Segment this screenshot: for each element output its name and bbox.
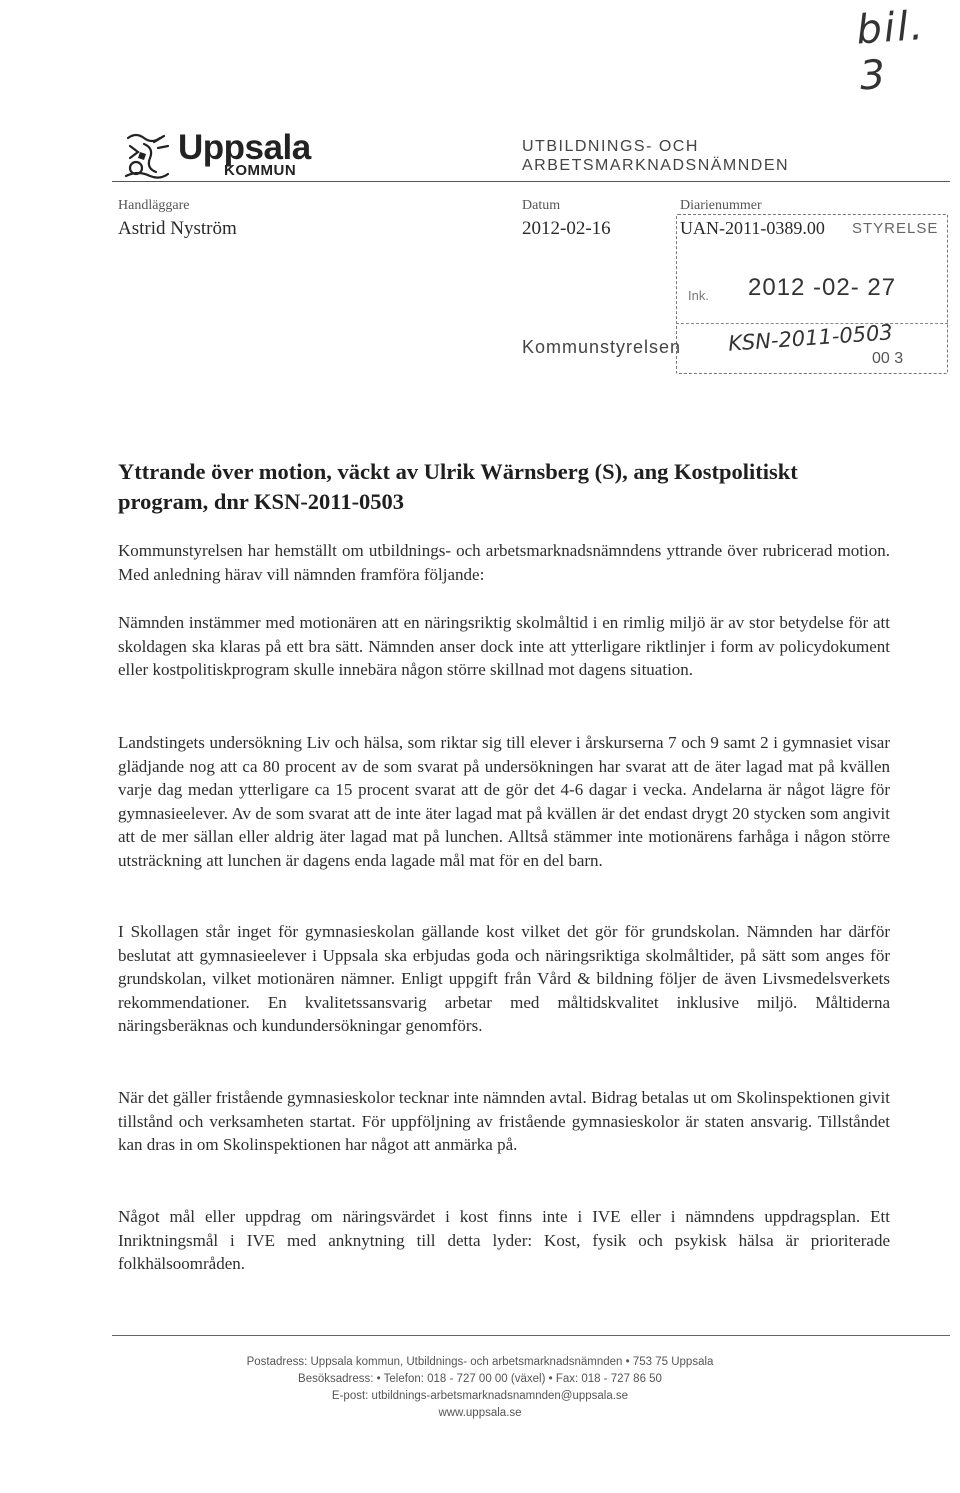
department-line-2: ARBETSMARKNADSNÄMNDEN [522, 157, 790, 174]
stamp-received-date: 2012 -02- 27 [748, 274, 897, 301]
logo-subtitle: KOMMUN [224, 162, 297, 179]
handlaggare-value: Astrid Nyström [118, 218, 237, 239]
title-line-2: program, dnr KSN-2011-0503 [118, 489, 405, 514]
logo-name: Uppsala [178, 128, 311, 167]
diarienummer-label: Diarienummer [680, 198, 762, 213]
document-title [118, 457, 908, 517]
datum-value: 2012-02-16 [522, 218, 611, 239]
paragraph-3: Landstingets undersökning Liv och hälsa, som riktar sig till elever i årskurserna 7 och 9 samt 2 i gymnasiet visar glädjande nog att ca 80 procent av de som svarat på undersökningen har svarat att de äter lagad mat på kvällen varje dag medan ytterligare ca 15 procent svarat att de gör det 4-6 dagar i vecka. Andelarna är något lägre för gymnasieelever. Av de som svarat att de inte äter lagad mat på kvällen är det endast drygt 20 stycken som angivit att de mer sällan eller aldrig äter lagad mat på lunchen. Alltså stämmer inte motionärens farhåga i någon större utsträckning att lunchen är dagens enda lagade mål mat för en del barn. [118, 733, 890, 870]
handwritten-annotation: bil. 3 [854, 2, 927, 100]
footer-website: www.uppsala.se [438, 1407, 522, 1419]
title-line-1: Yttrande över motion, väckt av Ulrik Wärnsberg (S), ang Kostpolitiskt [118, 459, 798, 484]
footer-email: E-post: utbildnings-arbetsmarknadsnamnden@uppsala.se [331, 1390, 629, 1402]
paragraph-2: Nämnden instämmer med motionären att en näringsriktig skolmåltid i en rimlig miljö är av stor betydelse för att skoldagen ska klaras på ett bra sätt. Nämnden anser dock inte att ytterligare riktlinjer i form av policydokument eller kostpolitiskprogram skulle innebära någon större skillnad mot dagens situation. [118, 613, 890, 680]
paragraph-5: När det gäller fristående gymnasieskolor tecknar inte nämnden avtal. Bidrag betalas ut om Skolinspektionen givit tillstånd och verksamheten startat. För uppföljning av fristående gymnasieskolor är staten ansvarig. Tillståndet kan dras in om Skolinspektionen har något att anmärka på. [118, 1088, 890, 1155]
handlaggare-label: Handläggare [118, 198, 190, 213]
footer-postal-address: Postadress: Uppsala kommun, Utbildnings- och arbetsmarknadsnämnden • 753 75 Uppsala [246, 1356, 714, 1368]
stamp-sub-number: 00 3 [872, 350, 904, 367]
paragraph-4: I Skollagen står inget för gymnasieskolan gällande kost vilket det gör för grundskolan. Nämnden har därför beslutat att gymnasieelever i Uppsala ska erbjudas goda och näringsriktiga skolmåltider, på sätt som anges för grundskolan, vilket motionären nämner. Enligt uppgift från Vård & bildning följer de även Livsmedelsverkets rekommendationer. En kvalitetssansvarig arbetar med måltidskvalitet inklusive miljö. Måltiderna näringsberäknas och kundundersökningar genomförs. [118, 922, 890, 1036]
paragraph-1: Kommunstyrelsen har hemställt om utbildnings- och arbetsmarknadsnämndens yttrande över rubricerad motion. Med anledning härav vill nämnden framföra följande: [118, 541, 890, 584]
uppsala-coat-of-arms-icon [118, 128, 174, 184]
datum-label: Datum [522, 198, 561, 213]
department-line-1: UTBILDNINGS- OCH [522, 138, 699, 155]
diarienummer-value: UAN-2011-0389.00 [680, 218, 825, 238]
paragraph-6: Något mål eller uppdrag om näringsvärdet i kost finns inte i IVE eller i nämndens uppdragsplan. Ett Inriktningsmål i IVE med anknytning till detta lyder: Kost, fysik och psykisk hälsa är prioriterade folkhälsoområden. [118, 1207, 890, 1274]
footer-visit-address: Besöksadress: • Telefon: 018 - 727 00 00 (växel) • Fax: 018 - 727 86 50 [298, 1373, 662, 1385]
header-divider [112, 181, 950, 182]
stamp-organization: STYRELSE [852, 220, 939, 237]
footer-divider [112, 1335, 950, 1336]
stamp-ink-label: Ink. [688, 288, 709, 303]
recipient: Kommunstyrelsen [522, 337, 682, 357]
stamp-handwritten-dnr: KSN-2011-0503 [727, 320, 894, 356]
logo [118, 128, 328, 184]
stamp-divider [676, 323, 948, 324]
